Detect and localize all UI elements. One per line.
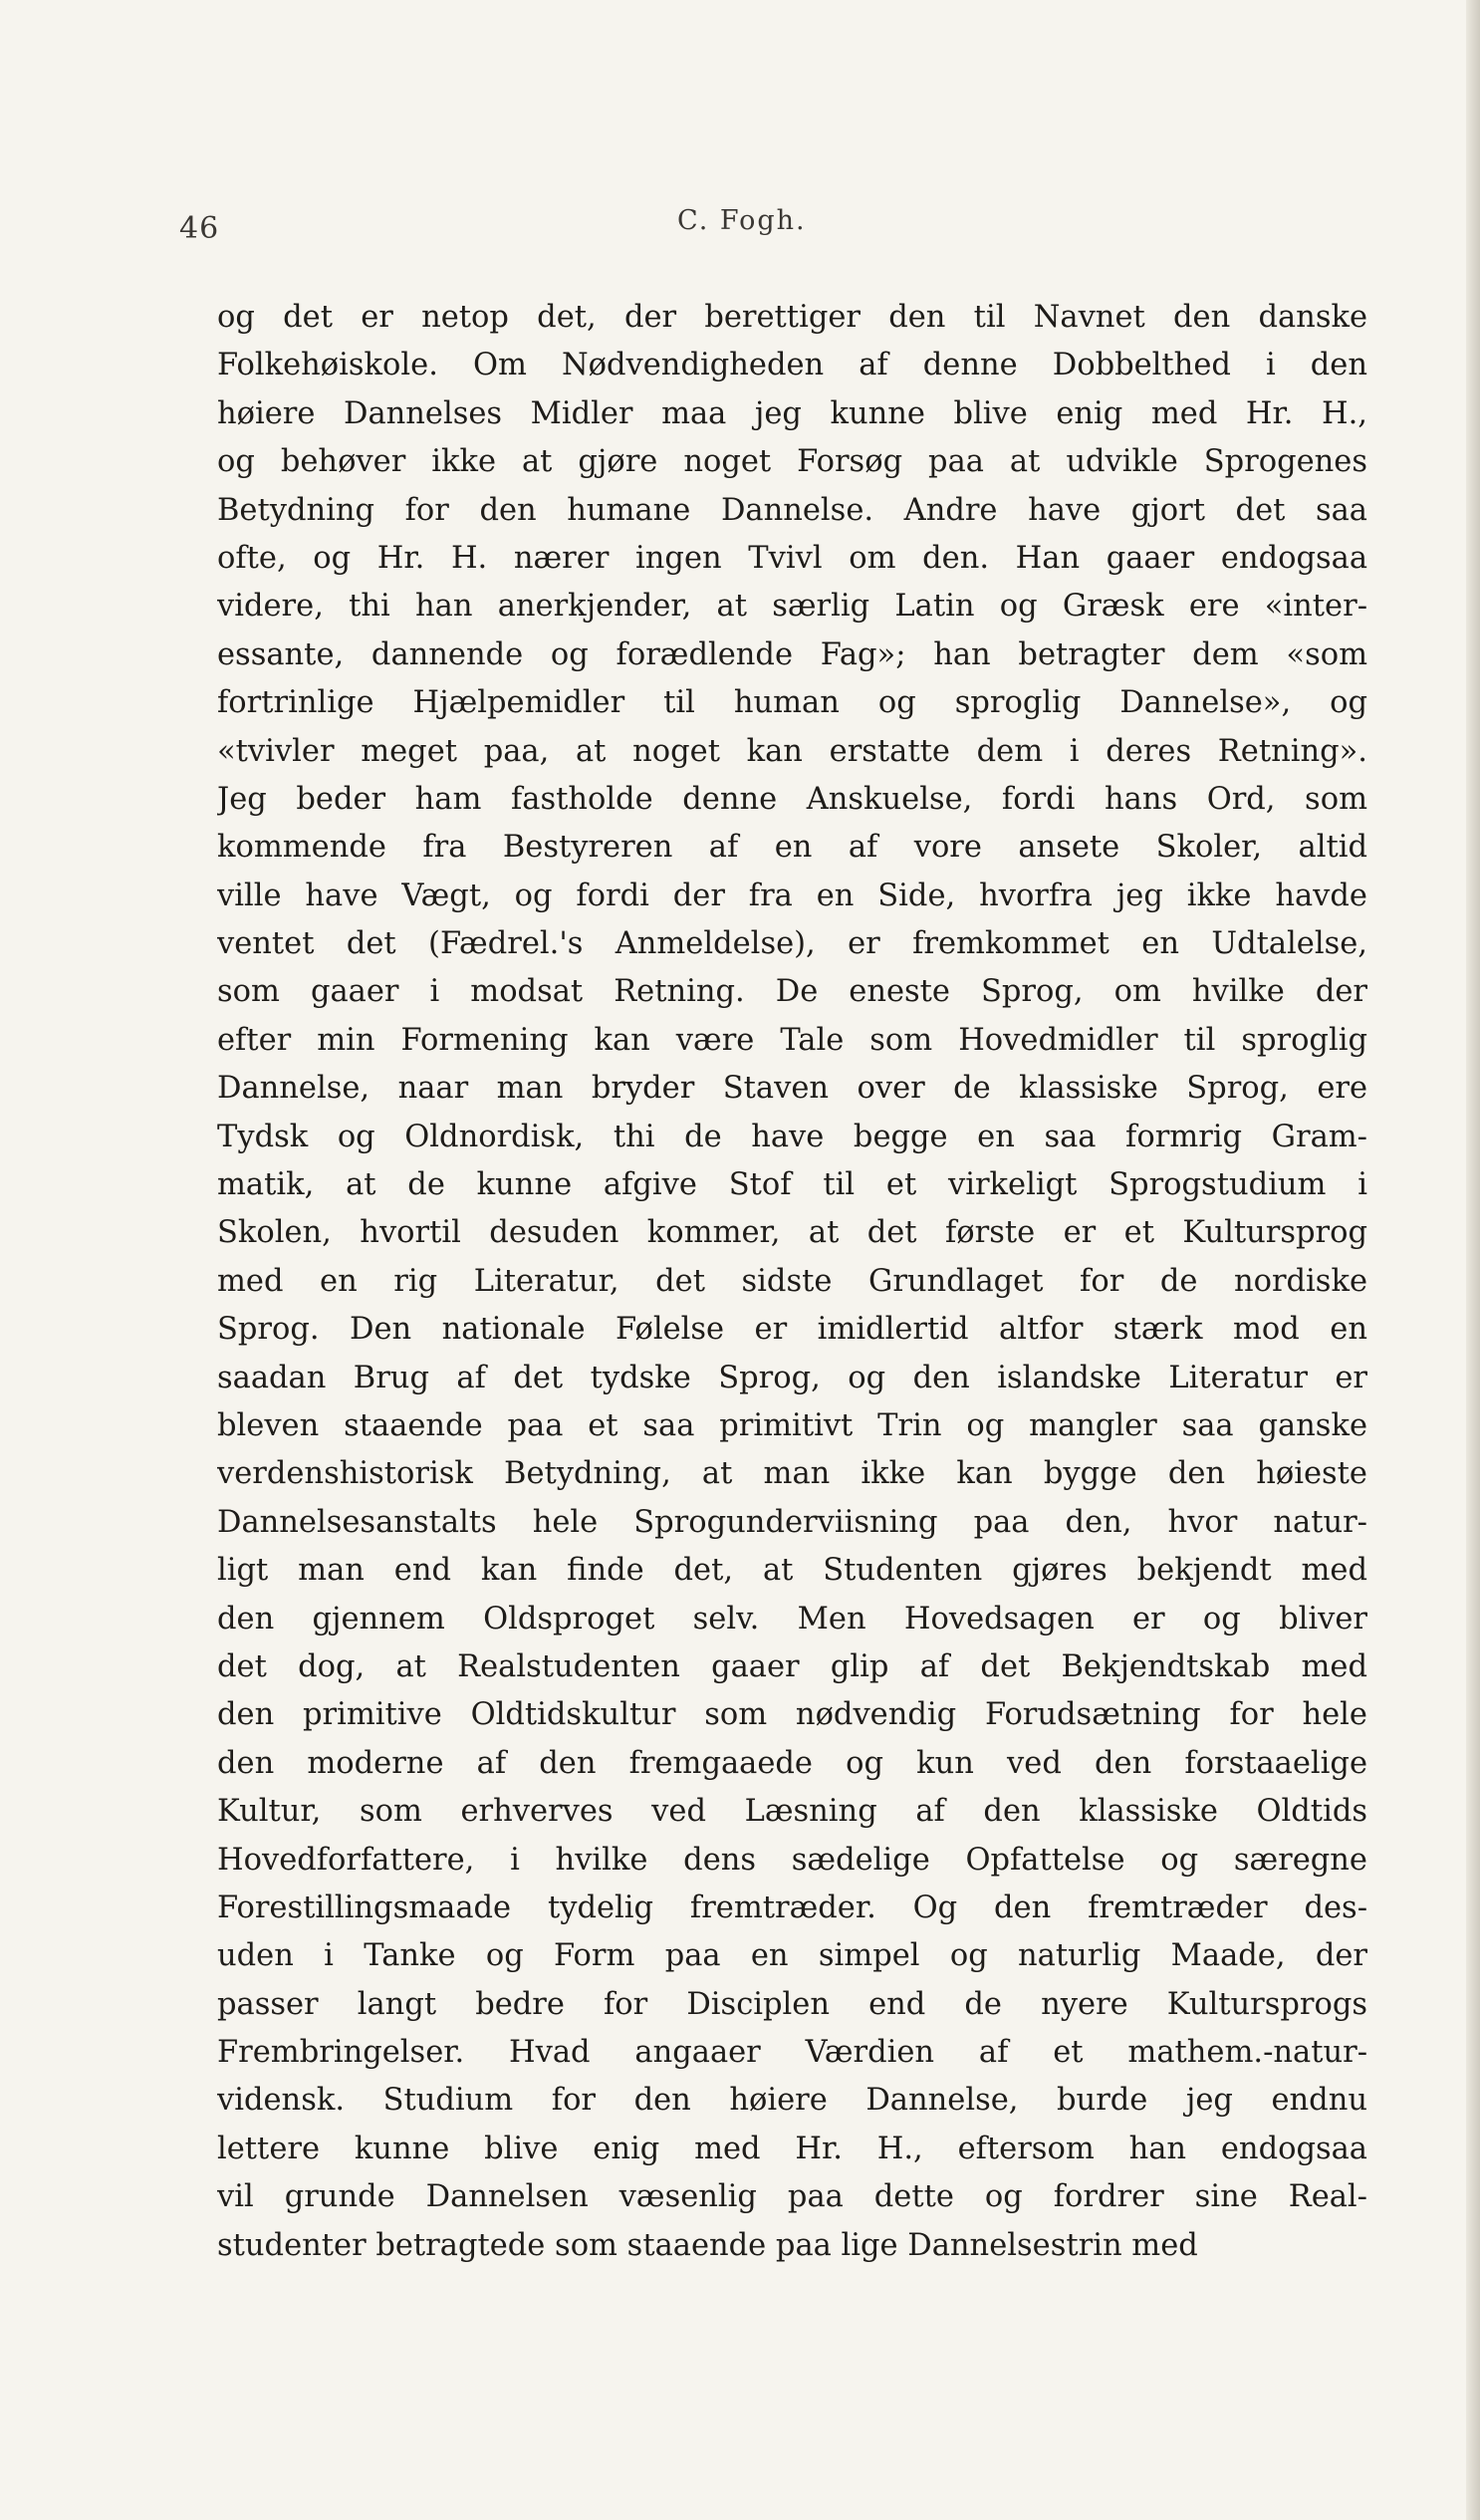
text-line: Frembringelser. Hvad angaaer Værdien af et mathem.-natur-	[217, 2035, 1367, 2071]
text-line: videre, thi han anerkjender, at særlig Latin og Græsk ere «inter-	[217, 589, 1367, 625]
text-line: ofte, og Hr. H. nærer ingen Tvivl om den. Han gaaer endogsaa	[217, 540, 1367, 576]
text-line: bleven staaende paa et saa primitivt Trin og mangler saa ganske	[217, 1407, 1367, 1443]
text-line: det dog, at Realstudenten gaaer glip af det Bekjendtskab med	[217, 1648, 1367, 1684]
page-edge-shadow	[1466, 0, 1480, 2520]
text-line: ligt man end kan finde det, at Studenten gjøres bekjendt med	[217, 1553, 1367, 1589]
text-line: Dannelsesanstalts hele Sprogunderviisning paa den, hvor natur-	[217, 1504, 1367, 1540]
text-line: passer langt bedre for Disciplen end de nyere Kultursprogs	[217, 1986, 1367, 2022]
text-line: verdenshistorisk Betydning, at man ikke kan bygge den høieste	[217, 1456, 1367, 1492]
text-line: kommende fra Bestyreren af en af vore ansete Skoler, altid	[217, 830, 1367, 866]
body-text	[217, 294, 1367, 2270]
text-line: Skolen, hvortil desuden kommer, at det første er et Kultursprog	[217, 1215, 1367, 1251]
text-line: saadan Brug af det tydske Sprog, og den islandske Literatur er	[217, 1360, 1367, 1395]
text-line: studenter betragtede som staaende paa lige Dannelsestrin med	[217, 2227, 1198, 2263]
text-line: med en rig Literatur, det sidste Grundlaget for de nordiske	[217, 1263, 1367, 1299]
text-line: fortrinlige Hjælpemidler til human og sproglig Dannelse», og	[217, 685, 1367, 721]
text-line: høiere Dannelses Midler maa jeg kunne blive enig med Hr. H.,	[217, 395, 1367, 431]
text-line: den primitive Oldtidskultur som nødvendig Forudsætning for hele	[217, 1697, 1367, 1733]
text-line: vidensk. Studium for den høiere Dannelse, burde jeg endnu	[217, 2083, 1367, 2119]
text-line: Folkehøiskole. Om Nødvendigheden af denne Dobbelthed i den	[217, 348, 1367, 383]
text-line: Jeg beder ham fastholde denne Anskuelse, fordi hans Ord, som	[217, 781, 1367, 817]
text-line: og behøver ikke at gjøre noget Forsøg paa at udvikle Sprogenes	[217, 444, 1367, 480]
text-line: Hovedforfattere, i hvilke dens sædelige Opfattelse og særegne	[217, 1842, 1367, 1878]
text-line: essante, dannende og forædlende Fag»; han betragter dem «som	[217, 636, 1367, 672]
page-number: 46	[179, 211, 220, 246]
text-line: «tvivler meget paa, at noget kan erstatte dem i deres Retning».	[217, 733, 1367, 769]
text-line: Forestillingsmaade tydelig fremtræder. Og den fremtræder des-	[217, 1890, 1367, 1925]
text-line: ville have Vægt, og fordi der fra en Side, hvorfra jeg ikke havde	[217, 878, 1367, 913]
text-line: og det er netop det, der berettiger den til Navnet den danske	[217, 300, 1367, 335]
text-line: lettere kunne blive enig med Hr. H., eftersom han endogsaa	[217, 2131, 1367, 2166]
text-line: efter min Formening kan være Tale som Hovedmidler til sproglig	[217, 1022, 1367, 1058]
text-line: matik, at de kunne afgive Stof til et virkeligt Sprogstudium i	[217, 1167, 1367, 1203]
text-line: Tydsk og Oldnordisk, thi de have begge en saa formrig Gram-	[217, 1119, 1367, 1154]
text-line: Betydning for den humane Dannelse. Andre have gjort det saa	[217, 492, 1367, 528]
text-line: Dannelse, naar man bryder Staven over de klassiske Sprog, ere	[217, 1071, 1367, 1107]
running-head: C. Fogh.	[677, 205, 807, 236]
text-line: den gjennem Oldsproget selv. Men Hovedsagen er og bliver	[217, 1601, 1367, 1637]
text-line: Kultur, som erhverves ved Læsning af den klassiske Oldtids	[217, 1794, 1367, 1830]
text-line: vil grunde Dannelsen væsenlig paa dette og fordrer sine Real-	[217, 2179, 1367, 2215]
text-line: Sprog. Den nationale Følelse er imidlertid altfor stærk mod en	[217, 1312, 1367, 1348]
text-line: som gaaer i modsat Retning. De eneste Sprog, om hvilke der	[217, 974, 1367, 1010]
text-line: ventet det (Fædrel.'s Anmeldelse), er fremkommet en Udtalelse,	[217, 926, 1367, 962]
text-line: uden i Tanke og Form paa en simpel og naturlig Maade, der	[217, 1938, 1367, 1974]
text-line: den moderne af den fremgaaede og kun ved den forstaaelige	[217, 1745, 1367, 1781]
